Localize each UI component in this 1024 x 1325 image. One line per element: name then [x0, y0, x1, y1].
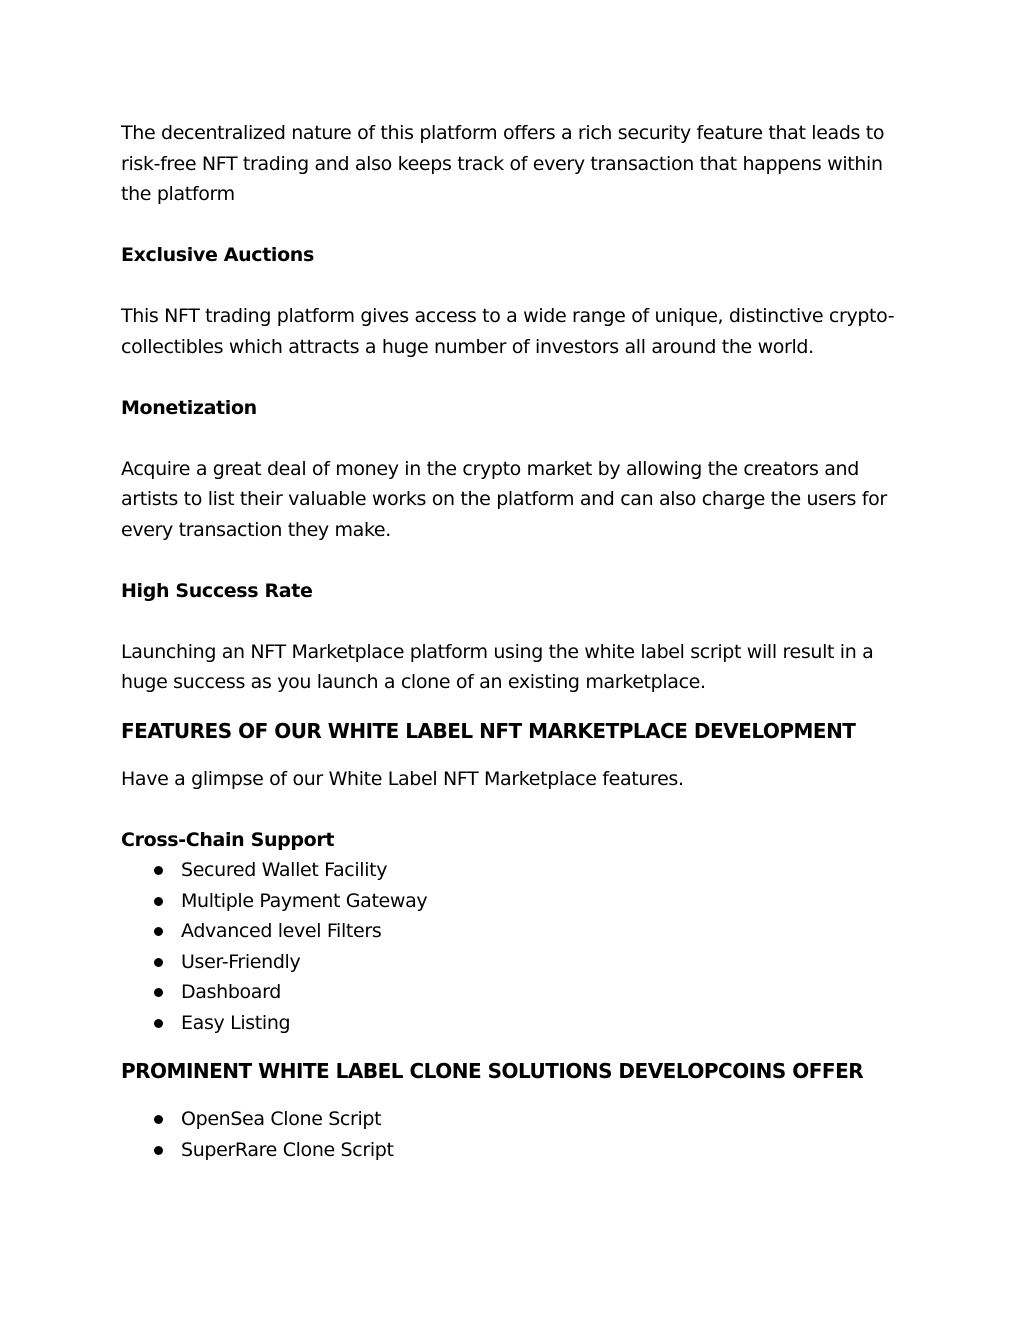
features-heading: FEATURES OF OUR WHITE LABEL NFT MARKETPLACE DEVELOPMENT	[121, 718, 856, 743]
bullet-icon	[154, 1019, 163, 1028]
bullet-icon	[154, 927, 163, 936]
section-body-exclusive-auctions: This NFT trading platform gives access to a wide range of unique, distinctive crypto-collectibles which attracts a huge number of investors all around the world.	[121, 305, 895, 358]
list-item-label: SuperRare Clone Script	[181, 1138, 394, 1161]
list-item-label: Secured Wallet Facility	[181, 859, 388, 881]
bullet-icon	[154, 958, 163, 967]
clones-list	[121, 1104, 901, 1165]
list-item-label: User-Friendly	[181, 950, 301, 973]
features-list	[121, 855, 901, 1038]
bullet-icon	[154, 1146, 163, 1155]
list-item-label: Dashboard	[181, 981, 281, 1003]
bullet-icon	[154, 988, 163, 997]
section-heading-exclusive-auctions: Exclusive Auctions	[121, 244, 314, 266]
list-item-label: OpenSea Clone Script	[181, 1108, 382, 1130]
bullet-icon	[154, 897, 163, 906]
section-body-high-success-rate: Launching an NFT Marketplace platform using the white label script will result in a huge success as you launch a clone of an existing marketplace.	[121, 640, 874, 693]
section-heading-monetization: Monetization	[121, 396, 257, 419]
list-item-label: Easy Listing	[181, 1011, 291, 1034]
list-item-label: Advanced level Filters	[181, 920, 382, 942]
list-item	[121, 855, 901, 886]
list-item-label: Multiple Payment Gateway	[181, 889, 428, 912]
section-body-monetization: Acquire a great deal of money in the crypto market by allowing the creators and artists to list their valuable works on the platform and can also charge the users for every transaction they make.	[121, 457, 887, 541]
clones-heading: PROMINENT WHITE LABEL CLONE SOLUTIONS DEVELOPCOINS OFFER	[121, 1059, 864, 1083]
list-item	[121, 1008, 901, 1039]
bullet-icon	[154, 866, 163, 875]
list-item	[121, 1104, 901, 1135]
list-item	[121, 947, 901, 978]
list-item	[121, 977, 901, 1008]
intro-paragraph: The decentralized nature of this platform offers a rich security feature that leads to risk-free NFT trading and also keeps track of every transaction that happens within the platform	[121, 122, 885, 205]
list-item	[121, 916, 901, 947]
features-intro: Have a glimpse of our White Label NFT Marketplace features.	[121, 767, 684, 790]
bullet-icon	[154, 1115, 163, 1124]
section-heading-high-success-rate: High Success Rate	[121, 579, 313, 602]
list-item	[121, 1135, 901, 1166]
features-subheading: Cross-Chain Support	[121, 828, 335, 851]
list-item	[121, 886, 901, 917]
document-page	[121, 118, 901, 1165]
